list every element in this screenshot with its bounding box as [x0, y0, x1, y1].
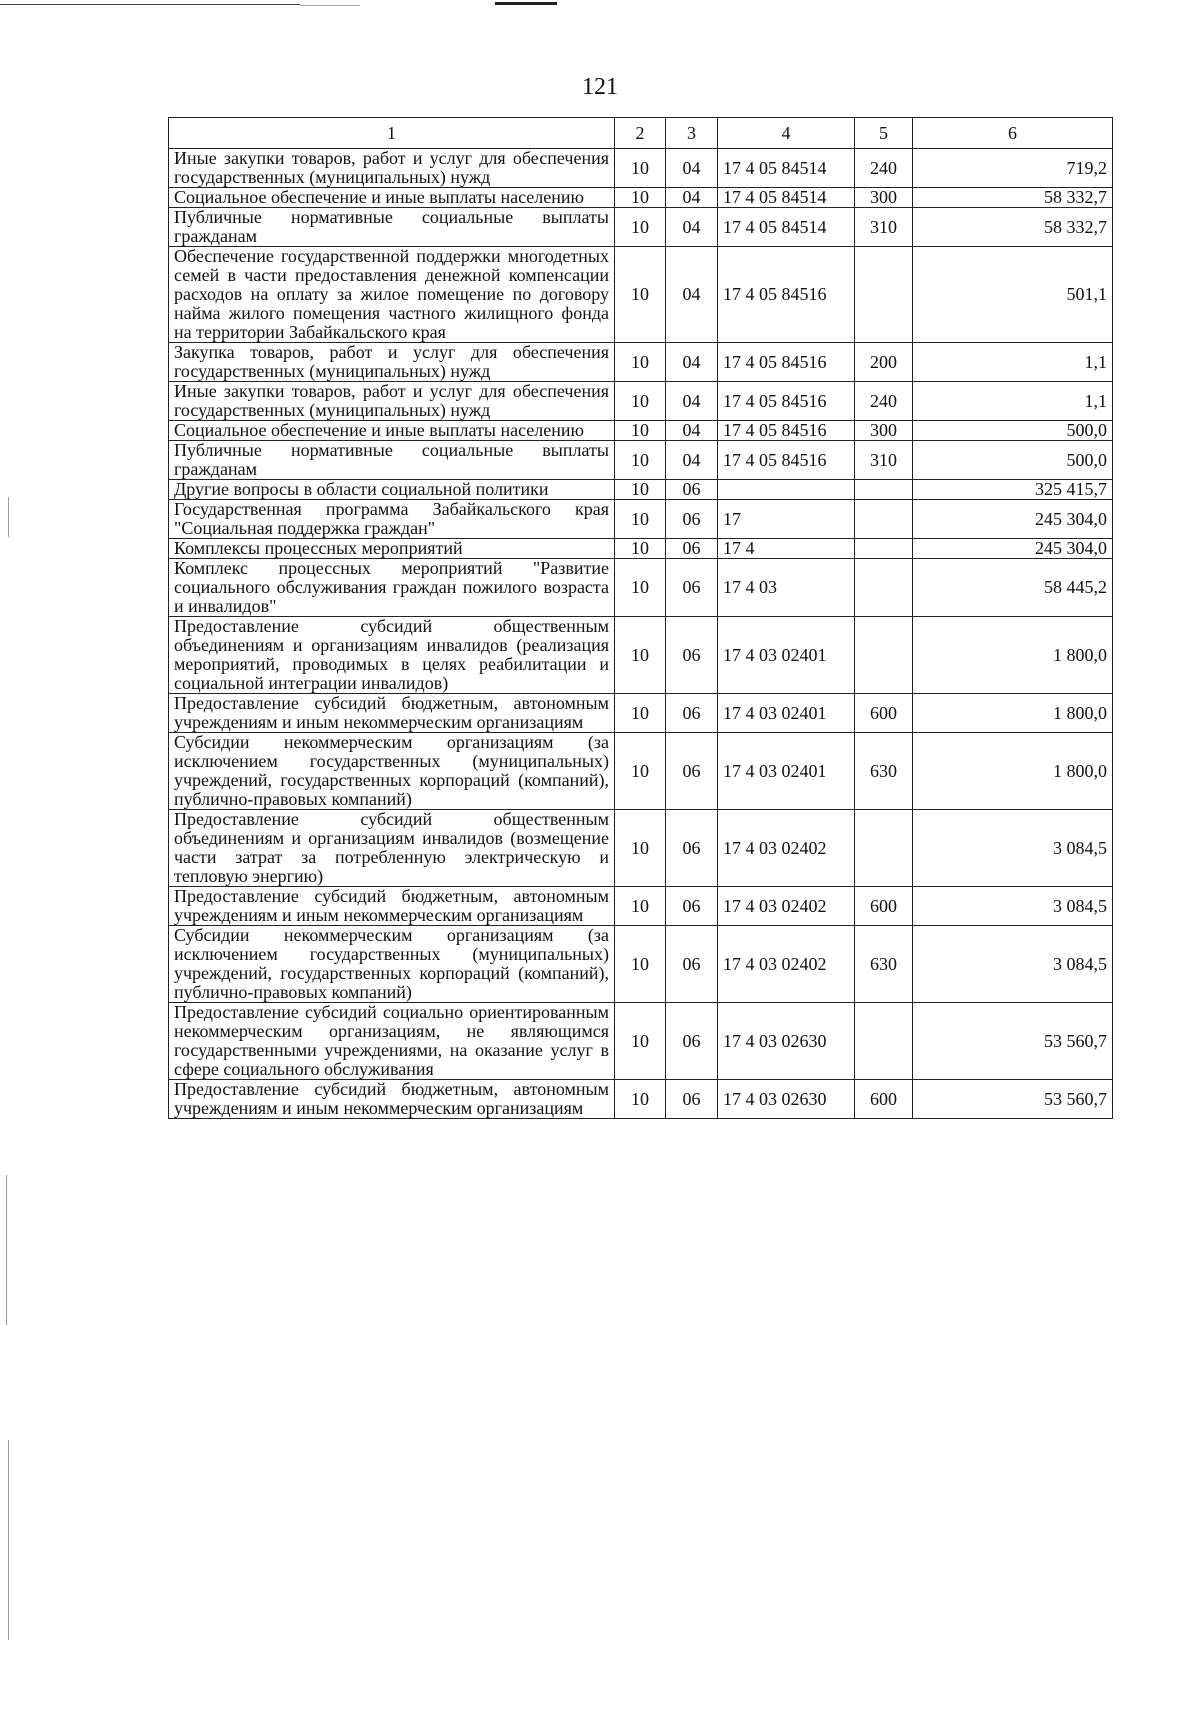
row-target-article-cell: 17 4 05 84516	[718, 441, 855, 480]
column-header: 2	[615, 118, 666, 149]
row-target-article-cell: 17 4 03 02402	[718, 810, 855, 887]
row-sum-cell: 500,0	[913, 421, 1113, 441]
row-section-cell: 10	[615, 421, 666, 441]
row-target-article-cell: 17 4 03 02401	[718, 617, 855, 694]
row-section-cell: 10	[615, 382, 666, 421]
row-subsection-cell: 06	[666, 926, 718, 1003]
table-row	[169, 441, 1113, 480]
row-target-article-cell: 17 4 03 02401	[718, 733, 855, 810]
scan-margin-mark	[6, 1175, 7, 1325]
row-expense-type-cell	[855, 500, 913, 539]
row-target-article-cell: 17 4 05 84514	[718, 208, 855, 247]
table-row	[169, 887, 1113, 926]
row-target-article-cell: 17 4 03 02401	[718, 694, 855, 733]
row-subsection-cell: 06	[666, 480, 718, 500]
row-sum-cell: 325 415,7	[913, 480, 1113, 500]
row-subsection-cell: 06	[666, 733, 718, 810]
scan-top-mark	[495, 2, 557, 5]
row-sum-cell: 500,0	[913, 441, 1113, 480]
row-subsection-cell: 04	[666, 382, 718, 421]
row-target-article-cell: 17	[718, 500, 855, 539]
row-name-cell: Субсидии некоммерческим организациям (за исключением государственных (муниципальных) учреждений, государственных корпораций (компаний), публично-правовых компаний)	[169, 733, 615, 810]
row-name-cell: Обеспечение государственной поддержки многодетных семей в части предоставления денежной компенсации расходов на оплату за жилое помещение по договору найма жилого помещения частного жилищного фонда на территории Забайкальского края	[169, 247, 615, 343]
row-section-cell: 10	[615, 539, 666, 559]
row-target-article-cell: 17 4 05 84516	[718, 421, 855, 441]
row-target-article-cell: 17 4 05 84516	[718, 343, 855, 382]
row-section-cell: 10	[615, 247, 666, 343]
row-expense-type-cell	[855, 1003, 913, 1080]
row-target-article-cell: 17 4 03	[718, 559, 855, 617]
row-section-cell: 10	[615, 500, 666, 539]
table-row	[169, 810, 1113, 887]
column-header: 6	[913, 118, 1113, 149]
row-name-cell: Публичные нормативные социальные выплаты гражданам	[169, 208, 615, 247]
row-section-cell: 10	[615, 810, 666, 887]
row-expense-type-cell	[855, 247, 913, 343]
row-subsection-cell: 04	[666, 149, 718, 188]
row-expense-type-cell: 310	[855, 441, 913, 480]
column-header: 5	[855, 118, 913, 149]
row-name-cell: Предоставление субсидий бюджетным, автономным учреждениям и иным некоммерческим организациям	[169, 887, 615, 926]
row-section-cell: 10	[615, 1080, 666, 1119]
row-sum-cell: 1 800,0	[913, 733, 1113, 810]
row-target-article-cell: 17 4 03 02402	[718, 887, 855, 926]
row-name-cell: Иные закупки товаров, работ и услуг для обеспечения государственных (муниципальных) нужд	[169, 149, 615, 188]
row-section-cell: 10	[615, 343, 666, 382]
row-name-cell: Комплексы процессных мероприятий	[169, 539, 615, 559]
row-sum-cell: 1 800,0	[913, 694, 1113, 733]
row-name-cell: Социальное обеспечение и иные выплаты населению	[169, 421, 615, 441]
row-subsection-cell: 04	[666, 441, 718, 480]
column-header: 1	[169, 118, 615, 149]
row-subsection-cell: 06	[666, 500, 718, 539]
row-expense-type-cell: 240	[855, 382, 913, 421]
row-expense-type-cell: 600	[855, 694, 913, 733]
row-section-cell: 10	[615, 149, 666, 188]
row-sum-cell: 719,2	[913, 149, 1113, 188]
row-name-cell: Закупка товаров, работ и услуг для обеспечения государственных (муниципальных) нужд	[169, 343, 615, 382]
scan-margin-mark	[8, 1440, 9, 1640]
row-subsection-cell: 06	[666, 539, 718, 559]
budget-table	[168, 117, 1113, 1119]
row-target-article-cell: 17 4 05 84516	[718, 247, 855, 343]
row-section-cell: 10	[615, 733, 666, 810]
row-sum-cell: 58 445,2	[913, 559, 1113, 617]
column-header: 3	[666, 118, 718, 149]
row-name-cell: Предоставление субсидий бюджетным, автономным учреждениям и иным некоммерческим организациям	[169, 694, 615, 733]
row-expense-type-cell	[855, 810, 913, 887]
scan-top-rule	[0, 4, 300, 5]
table-row	[169, 1080, 1113, 1119]
row-target-article-cell	[718, 480, 855, 500]
row-subsection-cell: 04	[666, 208, 718, 247]
row-name-cell: Другие вопросы в области социальной политики	[169, 480, 615, 500]
table-row	[169, 208, 1113, 247]
table-row	[169, 1003, 1113, 1080]
row-target-article-cell: 17 4	[718, 539, 855, 559]
row-sum-cell: 245 304,0	[913, 500, 1113, 539]
row-expense-type-cell: 200	[855, 343, 913, 382]
row-expense-type-cell	[855, 559, 913, 617]
table-header-row	[169, 118, 1113, 149]
row-section-cell: 10	[615, 1003, 666, 1080]
row-target-article-cell: 17 4 05 84514	[718, 149, 855, 188]
row-sum-cell: 58 332,7	[913, 188, 1113, 208]
row-subsection-cell: 06	[666, 617, 718, 694]
row-subsection-cell: 06	[666, 1003, 718, 1080]
row-target-article-cell: 17 4 03 02630	[718, 1080, 855, 1119]
row-target-article-cell: 17 4 03 02630	[718, 1003, 855, 1080]
table-row	[169, 926, 1113, 1003]
scan-margin-mark	[8, 497, 9, 537]
row-expense-type-cell: 300	[855, 188, 913, 208]
row-section-cell: 10	[615, 441, 666, 480]
table-row	[169, 539, 1113, 559]
row-name-cell: Предоставление субсидий общественным объединениям и организациям инвалидов (реализация мероприятий, проводимых в целях реабилитации и социальной интеграции инвалидов)	[169, 617, 615, 694]
row-sum-cell: 245 304,0	[913, 539, 1113, 559]
row-section-cell: 10	[615, 480, 666, 500]
row-expense-type-cell	[855, 480, 913, 500]
row-name-cell: Иные закупки товаров, работ и услуг для обеспечения государственных (муниципальных) нужд	[169, 382, 615, 421]
table-row	[169, 382, 1113, 421]
row-subsection-cell: 04	[666, 188, 718, 208]
row-subsection-cell: 06	[666, 559, 718, 617]
table-row	[169, 617, 1113, 694]
row-sum-cell: 1 800,0	[913, 617, 1113, 694]
row-subsection-cell: 06	[666, 1080, 718, 1119]
row-expense-type-cell: 630	[855, 926, 913, 1003]
scan-top-rule-faint	[300, 5, 360, 6]
row-name-cell: Социальное обеспечение и иные выплаты населению	[169, 188, 615, 208]
row-expense-type-cell: 600	[855, 1080, 913, 1119]
row-subsection-cell: 06	[666, 694, 718, 733]
row-subsection-cell: 04	[666, 343, 718, 382]
row-section-cell: 10	[615, 559, 666, 617]
row-subsection-cell: 04	[666, 421, 718, 441]
row-target-article-cell: 17 4 03 02402	[718, 926, 855, 1003]
row-sum-cell: 53 560,7	[913, 1003, 1113, 1080]
row-subsection-cell: 06	[666, 887, 718, 926]
table-row	[169, 421, 1113, 441]
row-name-cell: Предоставление субсидий социально ориентированным некоммерческим организациям, не являющимся государственными учреждениями, на оказание услуг в сфере социального обслуживания	[169, 1003, 615, 1080]
table-row	[169, 247, 1113, 343]
row-subsection-cell: 04	[666, 247, 718, 343]
table-row	[169, 149, 1113, 188]
row-section-cell: 10	[615, 208, 666, 247]
row-name-cell: Государственная программа Забайкальского края "Социальная поддержка граждан"	[169, 500, 615, 539]
row-sum-cell: 1,1	[913, 382, 1113, 421]
row-subsection-cell: 06	[666, 810, 718, 887]
table-row	[169, 500, 1113, 539]
row-target-article-cell: 17 4 05 84514	[718, 188, 855, 208]
row-name-cell: Публичные нормативные социальные выплаты гражданам	[169, 441, 615, 480]
row-sum-cell: 3 084,5	[913, 810, 1113, 887]
table-row	[169, 480, 1113, 500]
table-body	[169, 149, 1113, 1119]
row-name-cell: Комплекс процессных мероприятий "Развитие социального обслуживания граждан пожилого возраста и инвалидов"	[169, 559, 615, 617]
row-sum-cell: 53 560,7	[913, 1080, 1113, 1119]
row-section-cell: 10	[615, 188, 666, 208]
row-expense-type-cell: 240	[855, 149, 913, 188]
row-target-article-cell: 17 4 05 84516	[718, 382, 855, 421]
row-name-cell: Предоставление субсидий бюджетным, автономным учреждениям и иным некоммерческим организациям	[169, 1080, 615, 1119]
table-row	[169, 694, 1113, 733]
page-number: 121	[582, 74, 618, 100]
row-section-cell: 10	[615, 887, 666, 926]
row-sum-cell: 1,1	[913, 343, 1113, 382]
table-row	[169, 343, 1113, 382]
row-sum-cell: 3 084,5	[913, 926, 1113, 1003]
row-section-cell: 10	[615, 694, 666, 733]
column-header: 4	[718, 118, 855, 149]
row-section-cell: 10	[615, 926, 666, 1003]
row-expense-type-cell: 300	[855, 421, 913, 441]
row-expense-type-cell: 630	[855, 733, 913, 810]
row-expense-type-cell	[855, 617, 913, 694]
row-section-cell: 10	[615, 617, 666, 694]
table-row	[169, 188, 1113, 208]
table-row	[169, 733, 1113, 810]
row-expense-type-cell: 310	[855, 208, 913, 247]
row-name-cell: Субсидии некоммерческим организациям (за исключением государственных (муниципальных) учреждений, государственных корпораций (компаний), публично-правовых компаний)	[169, 926, 615, 1003]
table-row	[169, 559, 1113, 617]
row-name-cell: Предоставление субсидий общественным объединениям и организациям инвалидов (возмещение части затрат за потребленную электрическую и тепловую энергию)	[169, 810, 615, 887]
row-sum-cell: 3 084,5	[913, 887, 1113, 926]
row-sum-cell: 58 332,7	[913, 208, 1113, 247]
row-expense-type-cell: 600	[855, 887, 913, 926]
row-expense-type-cell	[855, 539, 913, 559]
row-sum-cell: 501,1	[913, 247, 1113, 343]
